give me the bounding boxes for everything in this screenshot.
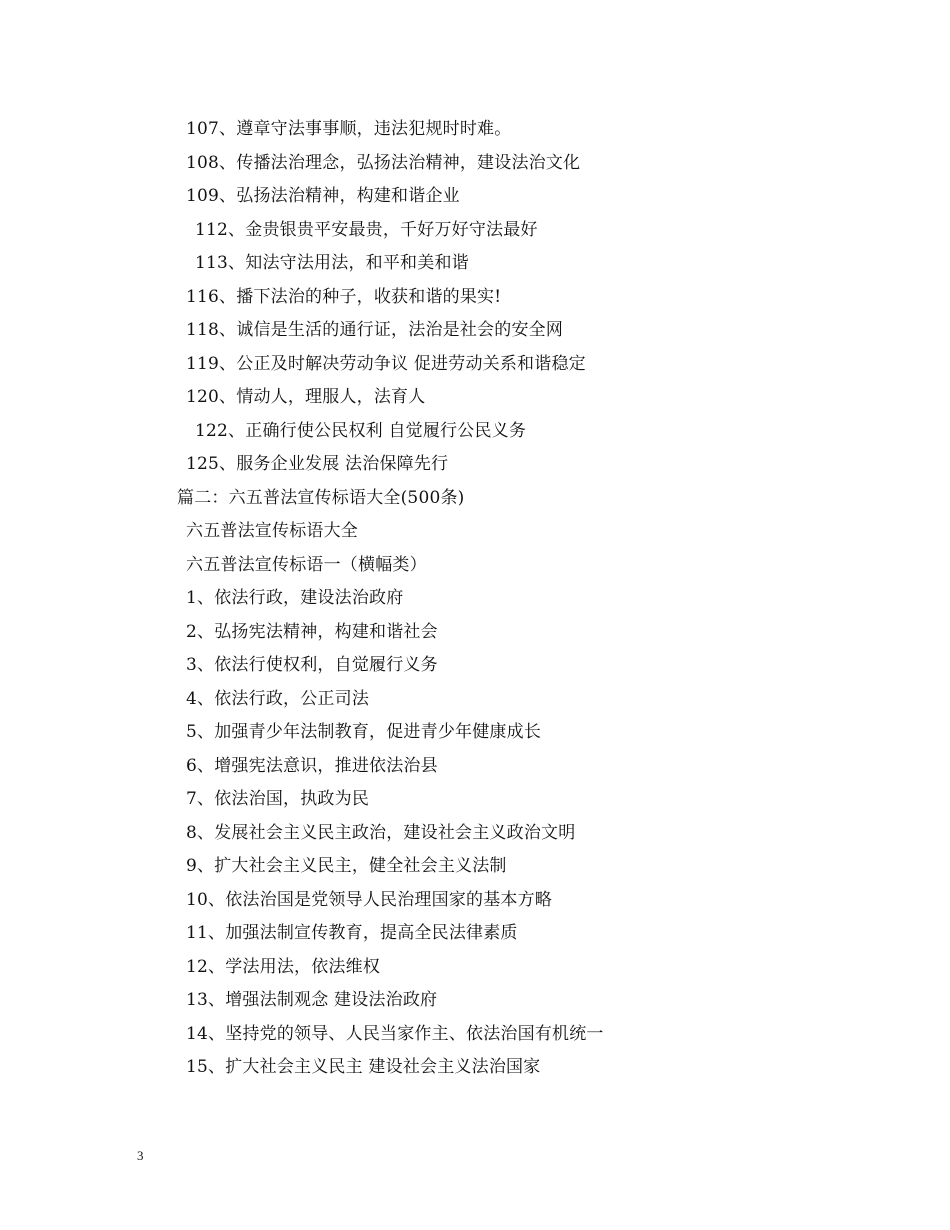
list-item: 7、依法治国，执政为民	[186, 789, 370, 809]
text-line: 119、公正及时解决劳动争议 促进劳动关系和谐稳定	[186, 353, 586, 374]
list-item: 15、扩大社会主义民主 建设社会主义法治国家	[186, 1057, 541, 1077]
list-item: 4、依法行政，公正司法	[186, 688, 370, 709]
list-item: 13、增强法制观念 建设法治政府	[186, 990, 438, 1010]
document-body	[0, 113, 950, 1085]
list-item: 11、加强法制宣传教育，提高全民法律素质	[186, 923, 518, 943]
list-item: 12、学法用法，依法维权	[186, 956, 381, 977]
list-item: 14、坚持党的领导、人民当家作主、依法治国有机统一	[186, 1023, 604, 1044]
text-line: 122、正确行使公民权利 自觉履行公民义务	[195, 420, 527, 441]
text-line: 113、知法守法用法，和平和美和谐	[195, 253, 469, 273]
text-line: 125、服务企业发展 法治保障先行	[186, 454, 449, 474]
text-line: 108、传播法治理念，弘扬法治精神，建设法治文化	[186, 152, 581, 173]
text-line: 112、金贵银贵平安最贵，千好万好守法最好	[195, 219, 538, 240]
text-line: 107、遵章守法事事顺，违法犯规时时难。	[186, 119, 512, 139]
text-line: 109、弘扬法治精神，构建和谐企业	[186, 186, 460, 206]
text-line: 六五普法宣传标语大全	[186, 521, 358, 541]
page-number: 3	[137, 1148, 144, 1163]
list-item: 8、发展社会主义民主政治，建设社会主义政治文明	[186, 822, 576, 843]
list-item: 1、依法行政，建设法治政府	[186, 588, 404, 608]
list-item: 5、加强青少年法制教育，促进青少年健康成长	[186, 722, 542, 742]
list-item: 3、依法行使权利，自觉履行义务	[186, 655, 438, 675]
list-item: 9、扩大社会主义民主，健全社会主义法制	[186, 856, 507, 876]
text-line: 116、播下法治的种子，收获和谐的果实!	[186, 286, 502, 307]
list-item: 10、依法治国是党领导人民治理国家的基本方略	[186, 889, 553, 910]
section-heading: 篇二：六五普法宣传标语大全(500条)	[177, 487, 465, 508]
text-line: 118、诚信是生活的通行证，法治是社会的安全网	[186, 320, 564, 340]
list-item: 2、弘扬宪法精神，构建和谐社会	[186, 621, 438, 642]
text-line: 120、情动人，理服人，法育人	[186, 387, 426, 407]
text-line: 六五普法宣传标语一（横幅类）	[186, 554, 427, 575]
list-item: 6、增强宪法意识，推进依法治县	[186, 755, 438, 776]
